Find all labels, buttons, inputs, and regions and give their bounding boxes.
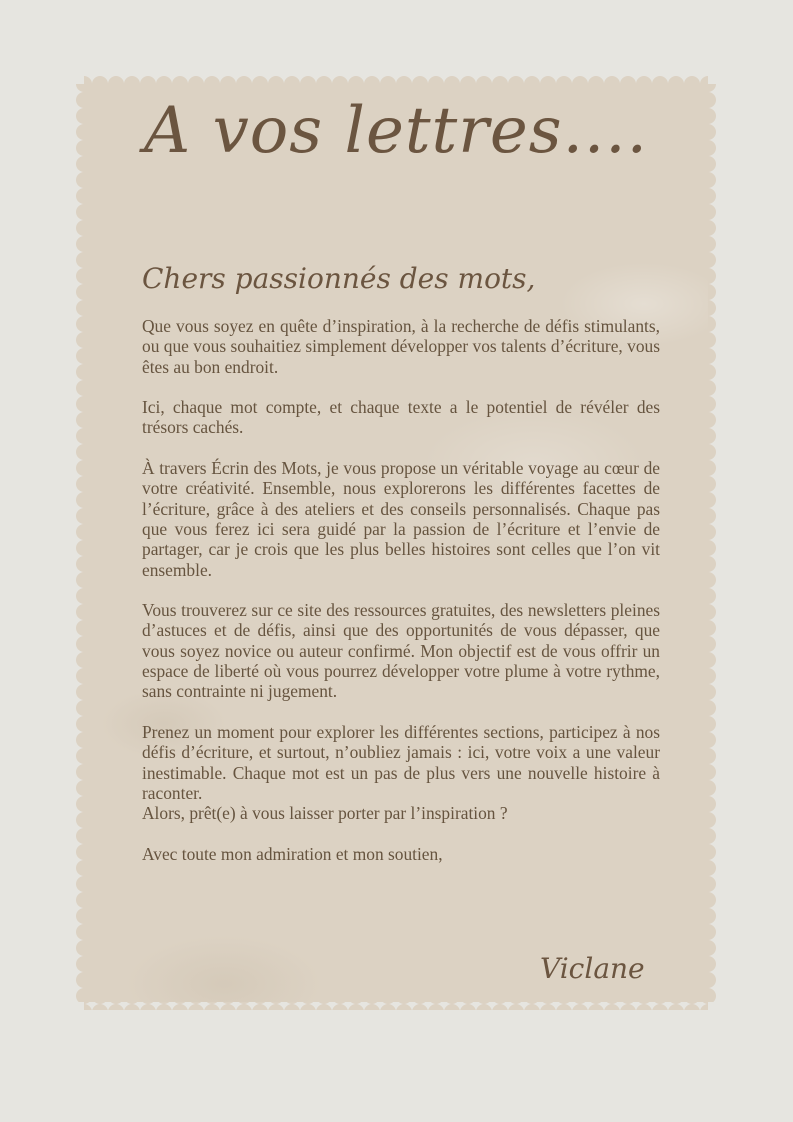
paragraph: Vous trouverez sur ce site des ressources gratuites, des newsletters pleines d’astuces et de défis, ainsi que des opportunités de vous dépasser, que vous soyez novice ou auteur confirmé. Mon objectif est de vous offrir un espace de liberté où vous pourrez développer votre plume à votre rythme, sans contrainte ni jugement. xyxy=(142,600,660,702)
paragraph: Ici, chaque mot compte, et chaque texte a le potentiel de révéler des trésors cachés. xyxy=(142,397,660,438)
closing-line: Avec toute mon admiration et mon soutien, xyxy=(142,843,443,864)
letter-body xyxy=(142,316,660,884)
letter-salutation: Chers passionnés des mots, xyxy=(142,262,536,295)
signature: Viclane xyxy=(540,952,645,985)
paragraph: Alors, prêt(e) à vous laisser porter par l’inspiration ? xyxy=(142,803,508,824)
paragraph: À travers Écrin des Mots, je vous propose un véritable voyage au cœur de votre créativité. Ensemble, nous explorerons les différentes facettes de l’écriture, grâce à des ateliers et des conseils personnalisés. Chaque pas que vous ferez ici sera guidé par la passion de l’écriture et l’envie de partager, car je crois que les plus belles histoires sont celles que l’on vit ensemble. xyxy=(142,458,660,580)
letter-title: A vos lettres.... xyxy=(144,94,648,168)
letter-paper xyxy=(84,84,708,1002)
paragraph: Prenez un moment pour explorer les différentes sections, participez à nos défis d’écriture, et surtout, n’oubliez jamais : ici, votre voix a une valeur inestimable. Chaque mot est un pas de plus vers une nouvelle histoire à raconter. xyxy=(142,721,660,803)
paragraph: Que vous soyez en quête d’inspiration, à la recherche de défis stimulants, ou que vous souhaitiez simplement développer vos talents d’écriture, vous êtes au bon endroit. xyxy=(142,316,660,377)
